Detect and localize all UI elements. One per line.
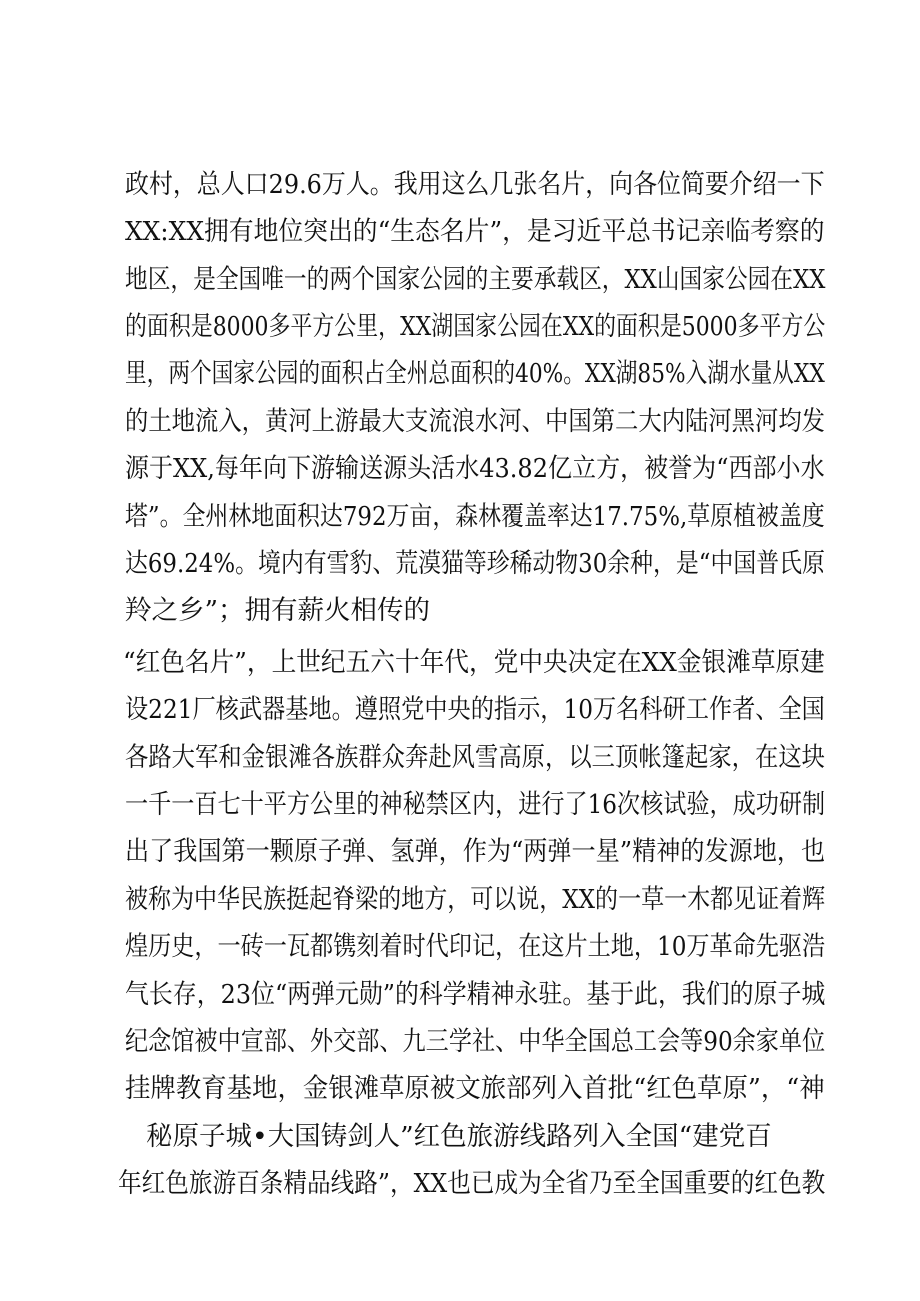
text-line: 的面积是8000多平方公里，XX湖国家公园在XX的面积是5000多平方公: [125, 311, 826, 342]
text-line: 源于XX,每年向下游输送源头活水43.82亿立方，被誉为“西部小水: [125, 453, 825, 484]
text-line: 塔”。全州林地面积达792万亩，森林覆盖率达17.75%,草原植被盖度: [125, 501, 825, 532]
text-line: 政村，总人口29.6万人。我用这么几张名片，向各位简要介绍一下: [125, 169, 825, 200]
text-line: 出了我国第一颗原子弹、氢弹，作为“两弹一星”精神的发源地，也: [125, 836, 826, 867]
text-line: 羚之乡”；拥有薪火相传的: [125, 595, 431, 626]
text-line: 被称为中华民族挺起脊梁的地方，可以说，XX的一草一木都见证着辉: [125, 884, 826, 915]
text-line: 里，两个国家公园的面积占全州总面积的40%。XX湖85%入湖水量从XX: [125, 358, 825, 389]
text-line: 的土地流入，黄河上游最大支流浪水河、中国第二大内陆河黑河均发: [125, 406, 825, 437]
text-line: 年红色旅游百条精品线路”，XX也已成为全省乃至全国重要的红色教: [118, 1168, 826, 1199]
text-line: 挂牌教育基地，金银滩草原被文旅部列入首批“红色草原”，“神: [125, 1073, 825, 1104]
text-line: 煌历史，一砖一瓦都镌刻着时代印记，在这片土地，10万革命先驱浩: [125, 931, 826, 962]
text-line: 地区，是全国唯一的两个国家公园的主要承载区，XX山国家公园在XX: [125, 264, 826, 295]
text-line: 达69.24%。境内有雪豹、荒漠猫等珍稀动物30余种，是“中国普氏原: [125, 548, 825, 579]
text-line: 一千一百七十平方公里的神秘禁区内，进行了16次核试验，成功研制: [125, 789, 826, 820]
text-line: 设221厂核武器基地。遵照党中央的指示，10万名科研工作者、全国: [125, 694, 825, 725]
text-line: XX:XX拥有地位突出的“生态名片”，是习近平总书记亲临考察的: [125, 216, 825, 247]
text-line: 气长存，23位“两弹元勋”的科学精神永驻。基于此，我们的原子城: [125, 979, 826, 1010]
text-line: 各路大军和金银滩各族群众奔赴风雪高原，以三顶帐篷起家，在这块: [125, 742, 825, 773]
text-line: 秘原子城•大国铸剑人”红色旅游线路列入全国“建党百: [146, 1121, 772, 1152]
text-line: “红色名片”，上世纪五六十年代，党中央决定在XX金银滩草原建: [123, 647, 825, 678]
text-line: 纪念馆被中宣部、外交部、九三学社、中华全国总工会等90余家单位: [125, 1026, 826, 1057]
